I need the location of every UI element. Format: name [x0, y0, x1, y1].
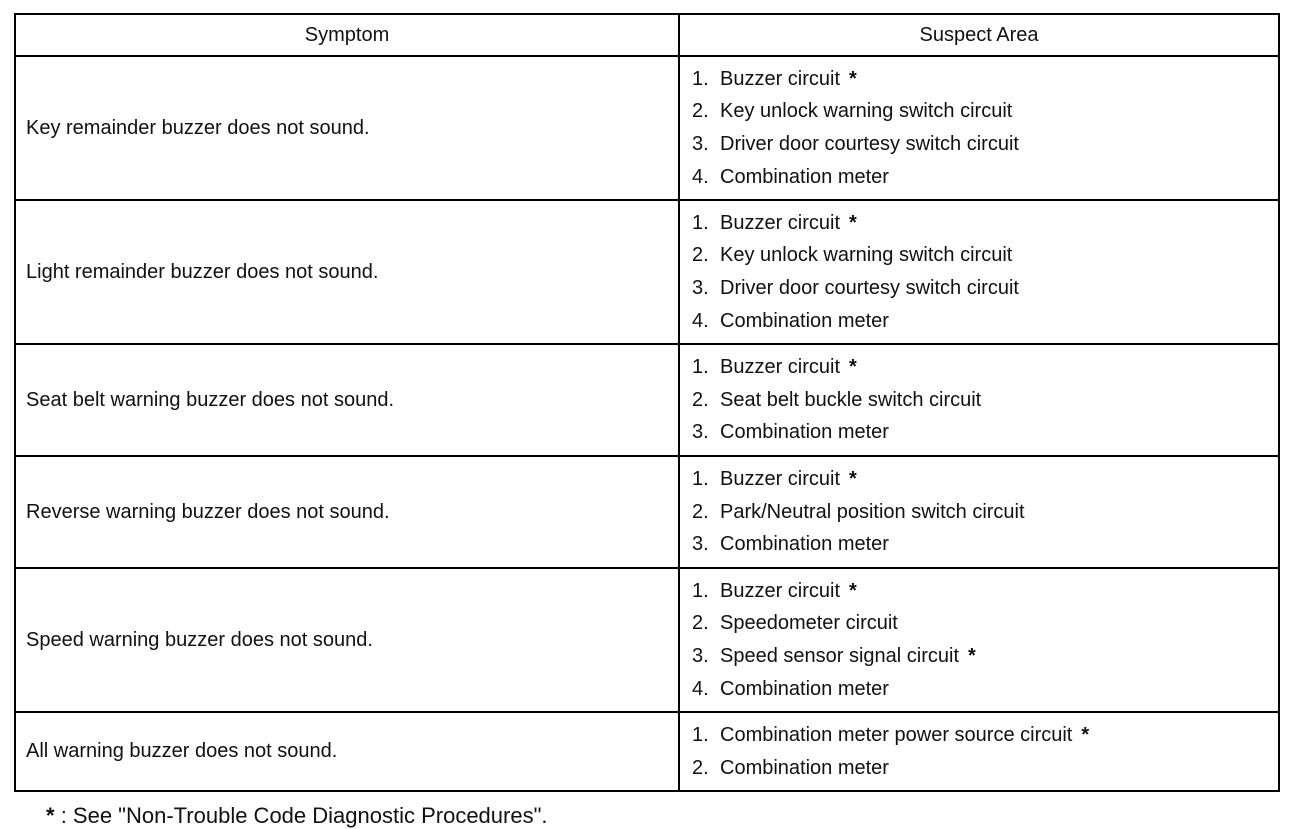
suspect-area-list	[692, 207, 1278, 338]
symptom-cell: All warning buzzer does not sound.	[15, 712, 679, 791]
suspect-area-item	[692, 463, 1278, 496]
suspect-area-item	[692, 384, 1278, 417]
item-number: 3.	[692, 133, 709, 155]
symptom-cell: Light remainder buzzer does not sound.	[15, 200, 679, 344]
symptom-cell: Key remainder buzzer does not sound.	[15, 56, 679, 200]
table-row	[15, 56, 1279, 200]
item-text: Driver door courtesy switch circuit	[720, 133, 1019, 155]
suspect-area-cell	[679, 344, 1279, 456]
item-text: Speed sensor signal circuit	[720, 645, 960, 667]
item-text: Driver door courtesy switch circuit	[720, 277, 1019, 299]
suspect-area-item	[692, 272, 1278, 305]
item-number: 2.	[692, 388, 709, 411]
item-text: Key unlock warning switch circuit	[720, 100, 1013, 123]
item-number: 1.	[692, 67, 709, 90]
table-row	[15, 568, 1279, 712]
suspect-area-cell	[679, 712, 1279, 791]
item-text: Key unlock warning switch circuit	[720, 244, 1013, 267]
suspect-area-item	[692, 305, 1278, 338]
table-row	[15, 712, 1279, 791]
item-text: Buzzer circuit	[720, 211, 841, 234]
item-number: 1.	[692, 467, 709, 490]
table-row	[15, 200, 1279, 344]
item-number: 1.	[692, 355, 709, 378]
item-text: Combination meter	[720, 421, 889, 444]
item-text: Combination meter	[720, 309, 889, 332]
see-procedures-asterisk: *	[1081, 723, 1090, 746]
symptom-column-header: Symptom	[15, 14, 679, 56]
item-number: 4.	[692, 165, 709, 188]
symptom-cell: Speed warning buzzer does not sound.	[15, 568, 679, 712]
suspect-area-item	[692, 207, 1278, 240]
suspect-area-cell	[679, 200, 1279, 344]
item-text: Combination meter	[720, 677, 889, 700]
item-text: Seat belt buckle switch circuit	[720, 388, 982, 411]
suspect-area-item	[692, 95, 1278, 128]
suspect-area-item	[692, 351, 1278, 384]
item-number: 2.	[692, 100, 709, 123]
item-number: 2.	[692, 756, 709, 779]
item-number: 4.	[692, 677, 709, 700]
item-number: 4.	[692, 309, 709, 332]
item-text: Combination meter	[720, 533, 889, 556]
suspect-area-item	[692, 239, 1278, 272]
suspect-area-item	[692, 640, 1278, 673]
item-text: Park/Neutral position switch circuit	[720, 500, 1025, 523]
item-number: 3.	[692, 645, 709, 667]
item-number: 3.	[692, 277, 709, 299]
item-text: Buzzer circuit	[720, 467, 841, 490]
suspect-area-item	[692, 752, 1278, 785]
suspect-area-cell	[679, 456, 1279, 568]
item-text: Combination meter	[720, 756, 889, 779]
item-number: 1.	[692, 579, 709, 602]
table-row	[15, 456, 1279, 568]
footnote	[46, 803, 548, 829]
suspect-area-item	[692, 528, 1278, 561]
diagnostic-table	[14, 13, 1280, 792]
suspect-area-item	[692, 719, 1278, 752]
suspect-area-list	[692, 719, 1278, 784]
item-text: Buzzer circuit	[720, 355, 841, 378]
see-procedures-asterisk: *	[849, 467, 857, 490]
suspect-area-cell	[679, 56, 1279, 200]
suspect-area-list	[692, 463, 1278, 561]
footnote-asterisk: *	[46, 803, 55, 828]
suspect-area-column-header: Suspect Area	[679, 14, 1279, 56]
suspect-area-item	[692, 128, 1278, 161]
item-number: 1.	[692, 723, 709, 746]
footnote-text: : See "Non-Trouble Code Diagnostic Procedures".	[60, 803, 548, 828]
suspect-area-item	[692, 416, 1278, 449]
suspect-area-item	[692, 63, 1278, 96]
suspect-area-item	[692, 496, 1278, 529]
item-text: Buzzer circuit	[720, 67, 841, 90]
item-number: 2.	[692, 244, 709, 267]
see-procedures-asterisk: *	[849, 211, 857, 234]
suspect-area-list	[692, 351, 1278, 449]
item-text: Buzzer circuit	[720, 579, 841, 602]
item-text: Combination meter power source circuit	[720, 723, 1073, 746]
suspect-area-item	[692, 607, 1278, 640]
item-text: Combination meter	[720, 165, 889, 188]
symptom-cell: Seat belt warning buzzer does not sound.	[15, 344, 679, 456]
item-number: 2.	[692, 612, 709, 635]
symptom-cell: Reverse warning buzzer does not sound.	[15, 456, 679, 568]
see-procedures-asterisk: *	[968, 645, 976, 667]
item-number: 3.	[692, 421, 709, 444]
suspect-area-item	[692, 161, 1278, 194]
item-number: 1.	[692, 211, 709, 234]
suspect-area-list	[692, 575, 1278, 706]
table-body	[15, 56, 1279, 791]
item-text: Speedometer circuit	[720, 612, 898, 635]
table-header-row	[15, 14, 1279, 56]
see-procedures-asterisk: *	[849, 579, 857, 602]
suspect-area-item	[692, 673, 1278, 706]
see-procedures-asterisk: *	[849, 67, 857, 90]
see-procedures-asterisk: *	[849, 355, 857, 378]
item-number: 3.	[692, 533, 709, 556]
suspect-area-cell	[679, 568, 1279, 712]
item-number: 2.	[692, 500, 709, 523]
table-row	[15, 344, 1279, 456]
suspect-area-list	[692, 63, 1278, 194]
suspect-area-item	[692, 575, 1278, 608]
